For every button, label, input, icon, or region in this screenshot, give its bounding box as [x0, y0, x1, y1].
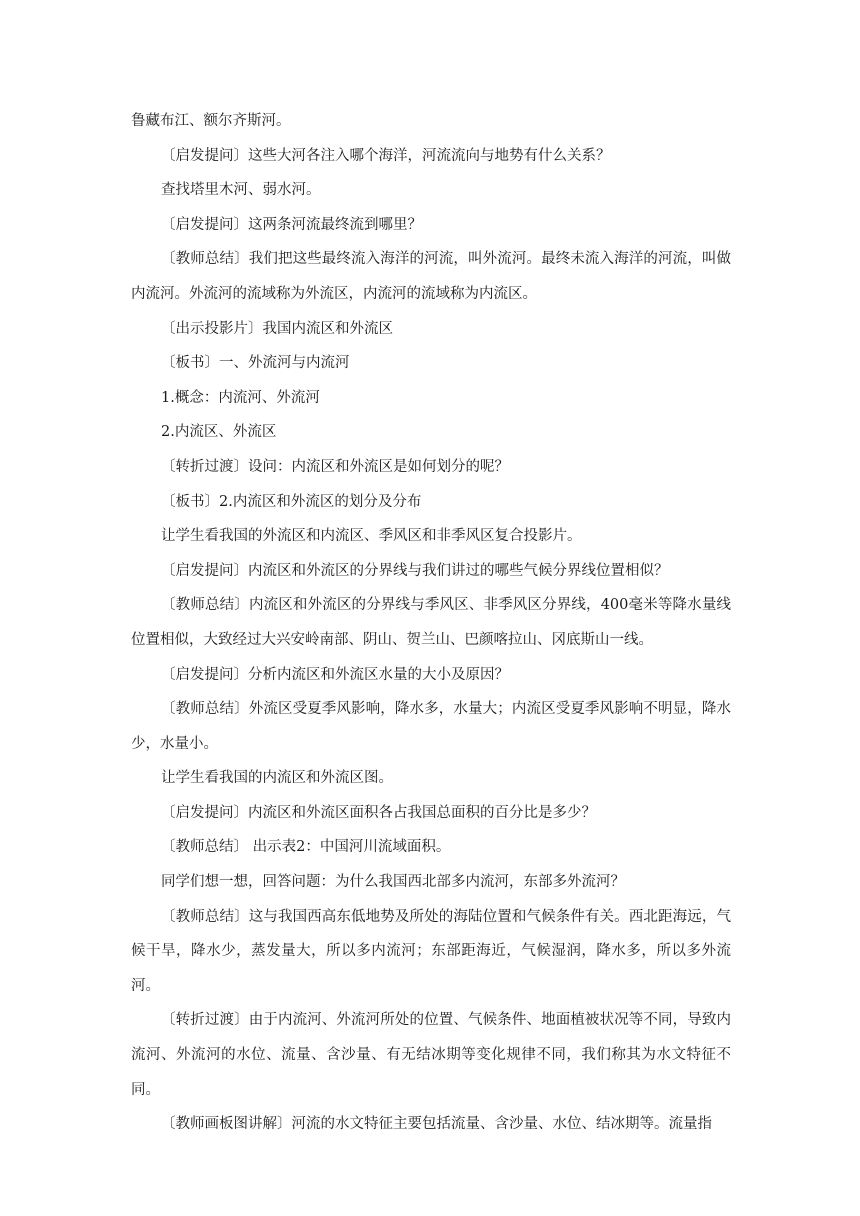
- paragraph: 〔启发提问〕内流区和外流区面积各占我国总面积的百分比是多少？: [161, 804, 596, 821]
- paragraph: 让学生看我国的外流区和内流区、季风区和非季风区复合投影片。: [161, 528, 582, 545]
- paragraph: 〔板书〕2.内流区和外流区的划分及分布: [161, 493, 422, 510]
- paragraph: 〔教师总结〕内流区和外流区的分界线与季风区、非季风区分界线，400毫米等降水量线位置相似，大致经过大兴安岭南部、阴山、贺兰山、巴颜喀拉山、冈底斯山一线。: [131, 597, 731, 648]
- paragraph: 〔启发提问〕内流区和外流区的分界线与我们讲过的哪些气候分界线位置相似？: [161, 562, 669, 579]
- paragraph: 同学们想一想，回答问题：为什么我国西北部多内流河，东部多外流河？: [161, 874, 625, 891]
- paragraph: 〔启发提问〕这两条河流最终流到哪里？: [161, 216, 422, 233]
- paragraph: 〔转折过渡〕设问：内流区和外流区是如何划分的呢？: [161, 458, 509, 475]
- paragraph: 〔出示投影片〕我国内流区和外流区: [161, 320, 393, 337]
- paragraph: 让学生看我国的内流区和外流区图。: [161, 770, 393, 787]
- paragraph: 查找塔里木河、弱水河。: [161, 182, 321, 199]
- paragraph: 〔板书〕一、外流河与内流河: [161, 355, 350, 372]
- paragraph: 〔教师总结〕这与我国西高东低地势及所处的海陆位置和气候条件有关。西北距海远，气候干旱，降水少，蒸发量大，所以多内流河；东部距海近，气候湿润，降水多，所以多外流河。: [131, 908, 731, 994]
- paragraph: 〔教师总结〕 出示表2：中国河川流域面积。: [161, 839, 451, 856]
- paragraph: 〔启发提问〕分析内流区和外流区水量的大小及原因？: [161, 666, 509, 683]
- document-body: [131, 104, 731, 1142]
- paragraph: 〔教师总结〕我们把这些最终流入海洋的河流，叫外流河。最终未流入海洋的河流，叫做内流河。外流河的流域称为外流区，内流河的流域称为内流区。: [131, 251, 731, 302]
- paragraph: 〔教师画板图讲解〕河流的水文特征主要包括流量、含沙量、水位、结冰期等。流量指: [161, 1116, 712, 1133]
- paragraph: 1.概念：内流河、外流河: [161, 389, 320, 406]
- paragraph: 〔启发提问〕这些大河各注入哪个海洋，河流流向与地势有什么关系？: [161, 147, 611, 164]
- paragraph: 2.内流区、外流区: [161, 424, 277, 441]
- paragraph: 〔教师总结〕外流区受夏季风影响，降水多，水量大；内流区受夏季风影响不明显，降水少，水量小。: [131, 701, 731, 752]
- paragraph: 〔转折过渡〕由于内流河、外流河所处的位置、气候条件、地面植被状况等不同，导致内流河、外流河的水位、流量、含沙量、有无结冰期等变化规律不同，我们称其为水文特征不同。: [131, 1012, 731, 1098]
- paragraph: 鲁藏布江、额尔齐斯河。: [131, 113, 291, 129]
